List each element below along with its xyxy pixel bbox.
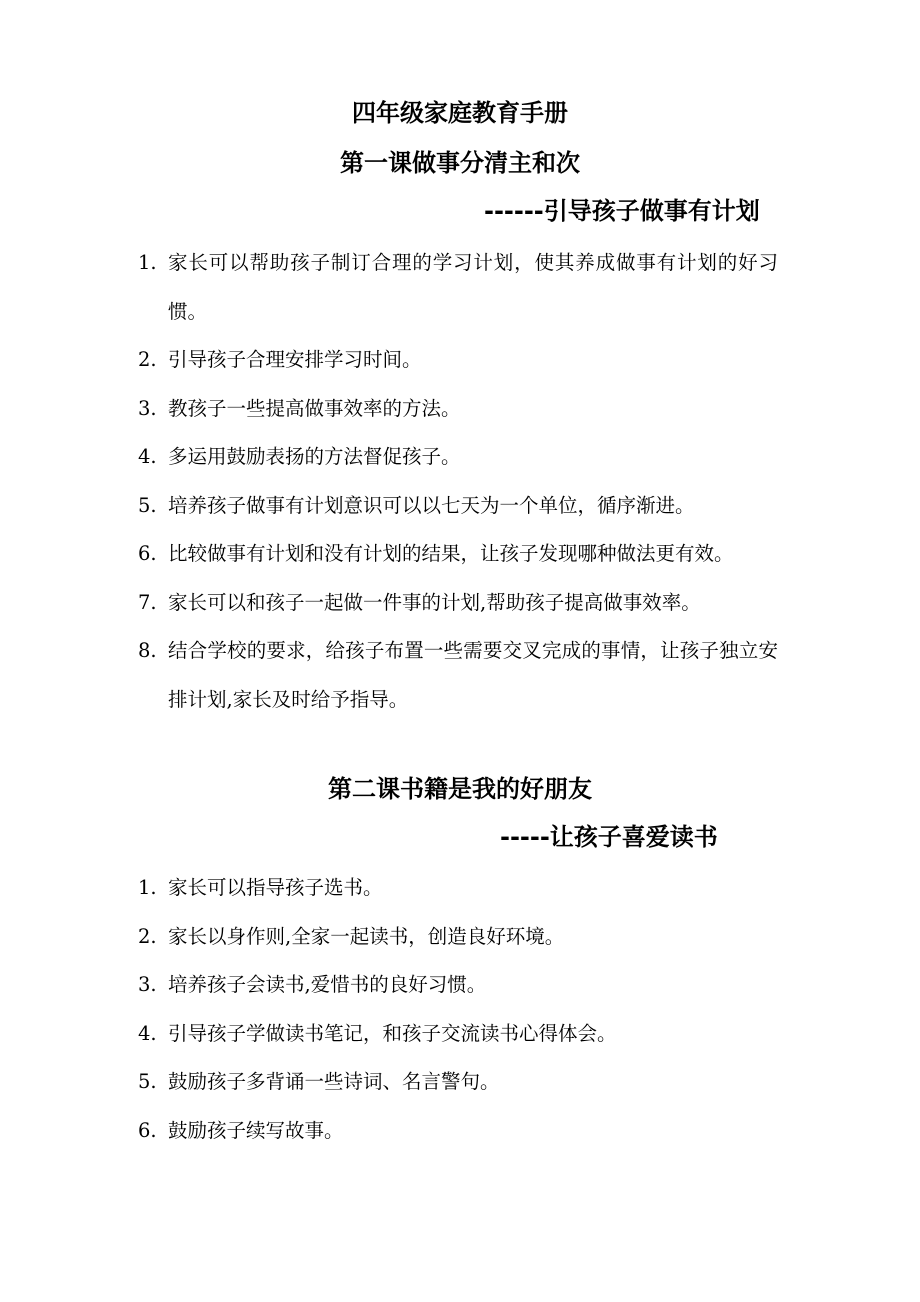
item-number: 8. — [138, 639, 157, 662]
list-item — [138, 913, 798, 962]
list-item — [138, 961, 798, 1010]
item-text: 结合学校的要求，给孩子布置一些需要交叉完成的事情，让孩子独立安排计划,家长及时给予指导。 — [168, 639, 778, 711]
list-item — [138, 530, 798, 579]
item-number: 4. — [138, 445, 157, 468]
item-text: 家长以身作则,全家一起读书，创造良好环境。 — [168, 924, 565, 948]
item-text: 教孩子一些提高做事效率的方法。 — [168, 396, 461, 420]
list-item — [138, 864, 798, 913]
list-item — [138, 627, 778, 724]
list-item — [138, 1058, 798, 1107]
list-item — [138, 433, 798, 482]
item-text: 家长可以帮助孩子制订合理的学习计划，使其养成做事有计划的好习惯。 — [168, 251, 778, 323]
list-item — [138, 336, 798, 385]
item-text: 引导孩子学做读书笔记，和孩子交流读书心得体会。 — [168, 1021, 617, 1045]
item-text: 比较做事有计划和没有计划的结果，让孩子发现哪种做法更有效。 — [168, 542, 734, 565]
list-item — [138, 579, 798, 628]
item-number: 2. — [138, 924, 157, 948]
item-number: 7. — [138, 590, 157, 614]
item-number: 3. — [138, 973, 157, 996]
item-text: 培养孩子做事有计划意识可以以七天为一个单位，循序渐进。 — [168, 493, 695, 517]
item-number: 3. — [138, 396, 157, 420]
item-number: 6. — [138, 1118, 157, 1142]
item-number: 5. — [138, 1070, 157, 1093]
lesson-2-list — [138, 864, 798, 1155]
item-number: 1. — [138, 251, 157, 274]
list-item — [138, 385, 798, 434]
lesson-2-title: 第二课书籍是我的好朋友 — [328, 775, 592, 803]
item-text: 鼓励孩子续写故事。 — [168, 1118, 344, 1142]
list-item — [138, 1010, 798, 1059]
list-item — [138, 239, 778, 336]
item-number: 5. — [138, 493, 157, 517]
item-text: 培养孩子会读书,爱惜书的良好习惯。 — [168, 973, 487, 996]
lesson-2-subtitle: -----让孩子喜爱读书 — [500, 823, 718, 851]
lesson-1-list — [138, 239, 798, 724]
item-number: 6. — [138, 542, 157, 565]
item-number: 4. — [138, 1021, 157, 1045]
item-text: 家长可以指导孩子选书。 — [168, 876, 383, 899]
lesson-1-subtitle: ------引导孩子做事有计划 — [484, 197, 760, 225]
document-title: 四年级家庭教育手册 — [352, 99, 568, 127]
list-item — [138, 1107, 798, 1156]
item-text: 家长可以和孩子一起做一件事的计划,帮助孩子提高做事效率。 — [168, 590, 701, 614]
list-item — [138, 482, 798, 531]
item-text: 多运用鼓励表扬的方法督促孩子。 — [168, 445, 461, 468]
lesson-1-title: 第一课做事分清主和次 — [340, 149, 580, 177]
item-number: 1. — [138, 876, 157, 899]
item-text: 引导孩子合理安排学习时间。 — [168, 348, 422, 371]
item-text: 鼓励孩子多背诵一些诗词、名言警句。 — [168, 1070, 500, 1093]
item-number: 2. — [138, 348, 157, 371]
